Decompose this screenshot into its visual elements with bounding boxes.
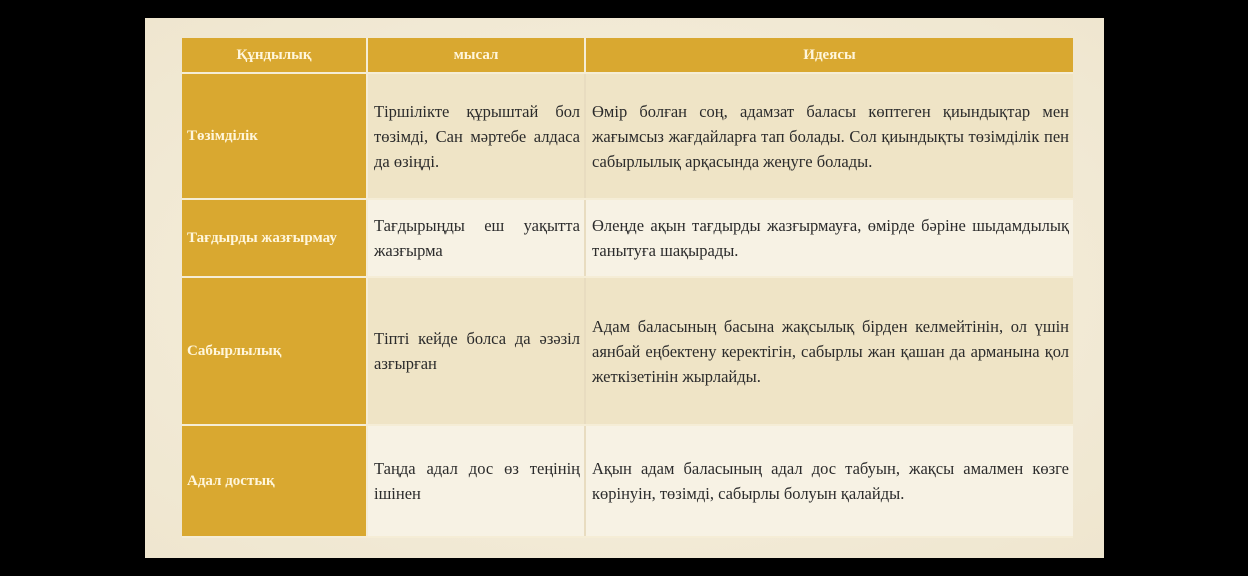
table-row [182,425,1073,537]
slide [145,18,1104,558]
value-cell: Төзімділік [182,73,367,199]
values-table [182,38,1073,538]
idea-cell: Ақын адам баласының адал дос табуын, жақсы амалмен көзге көрінуін, төзімді, сабырлы болуын қалайды. [585,425,1073,537]
example-cell: Таңда адал дос өз теңінің ішінен [367,425,585,537]
header-value: Құндылық [182,38,367,73]
header-idea: Идеясы [585,38,1073,73]
example-cell: Тағдырыңды еш уақытта жазғырма [367,199,585,277]
idea-cell: Өлеңде ақын тағдырды жазғырмауға, өмірде бәріне шыдамдылық танытуға шақырады. [585,199,1073,277]
value-cell: Тағдырды жазғырмау [182,199,367,277]
table-row [182,199,1073,277]
idea-cell: Өмір болған соң, адамзат баласы көптеген қиындықтар мен жағымсыз жағдайларға тап болады. Сол қиындықты төзімділік пен сабырлылық арқасында жеңуге болады. [585,73,1073,199]
example-cell: Тіпті кейде болса да әзәзіл азғырған [367,277,585,425]
header-example: мысал [367,38,585,73]
table-header-row [182,38,1073,73]
idea-cell: Адам баласының басына жақсылық бірден келмейтінін, ол үшін аянбай еңбектену керектігін, сабырлы жан қашан да арманына қол жеткізетінін жырлайды. [585,277,1073,425]
value-cell: Адал достық [182,425,367,537]
value-cell: Сабырлылық [182,277,367,425]
example-cell: Тіршілікте құрыштай бол төзімді, Сан мәртебе алдаса да өзіңді. [367,73,585,199]
table-row [182,277,1073,425]
table-row [182,73,1073,199]
